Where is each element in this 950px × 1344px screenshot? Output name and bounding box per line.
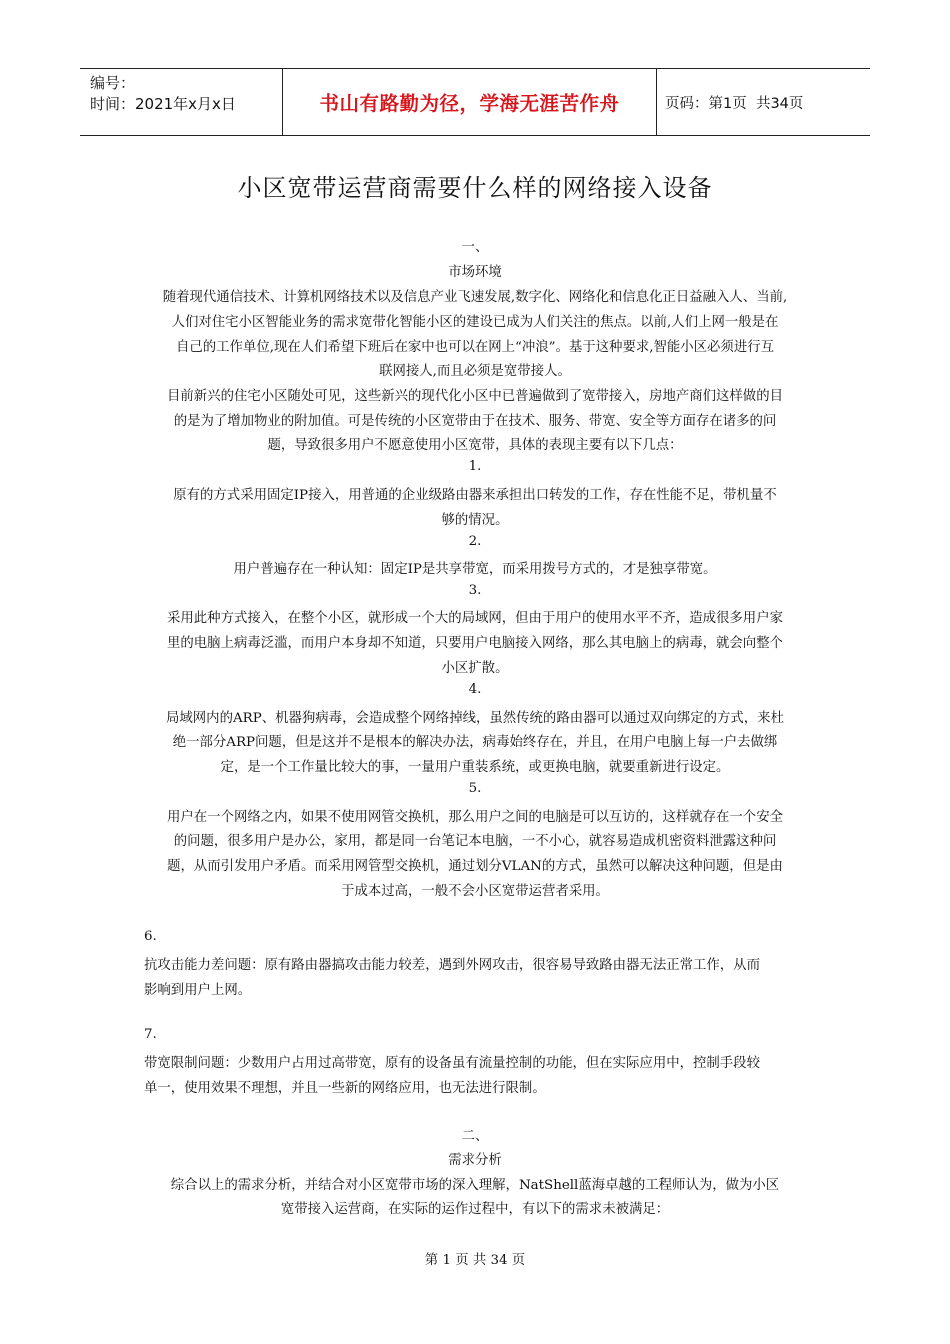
section-heading: 市场环境 [448,265,502,280]
paragraph-line: 宽带接入运营商，在实际的运作过程中，有以下的需求未被满足： [280,1202,670,1217]
paragraph-line: 够的情况。 [441,513,509,528]
header-info-cell [80,69,282,135]
header-page-label: 页码：第1页 共34页 [665,95,804,112]
paragraph-line: 局域网内的ARP、机器狗病毒，会造成整个网络掉线，虽然传统的路由器可以通过双向绑定的方式，来杜 [166,711,784,726]
list-number: 7. [144,1027,157,1042]
paragraph-line: 的是为了增加物业的附加值。可是传统的小区宽带由于在技术、服务、带宽、安全等方面存在诸多的问 [173,414,777,429]
paragraph-line: 绝一部分ARP问题，但是这并不是根本的解决办法，病毒始终存在，并且，在用户电脑上每一户去做绑 [172,735,778,750]
doc-date-label: 时间：2021年x月x日 [90,95,236,113]
list-number: 1. [468,459,482,474]
list-number: 3. [468,583,482,598]
paragraph-line: 用户在一个网络之内，如果不使用网管交换机，那么用户之间的电脑是可以互访的，这样就存在一个安全 [167,810,783,825]
paragraph-line: 定，是一个工作量比较大的事，一量用户重装系统，或更换电脑，就要重新进行设定。 [220,760,730,775]
paragraph-line: 用户普遍存在一种认知：固定IP是共享带宽，而采用拨号方式的，才是独享带宽。 [233,562,717,577]
paragraph-line: 小区扩散。 [441,661,509,676]
document-title: 小区宽带运营商需要什么样的网络接入设备 [237,174,713,202]
paragraph-line: 里的电脑上病毒泛滥，而用户本身却不知道，只要用户电脑接入网络，那么其电脑上的病毒，就会向整个 [167,636,783,651]
paragraph-line: 随着现代通信技术、计算机网络技术以及信息产业飞速发展,数字化、网络化和信息化正日益融入人、当前, [162,290,788,305]
list-number: 4. [468,682,482,697]
paragraph-line: 采用此种方式接入，在整个小区，就形成一个大的局域网，但由于用户的使用水平不齐，造成很多用户家 [167,611,783,626]
paragraph-line: 单一，使用效果不理想，并且一些新的网络应用，也无法进行限制。 [144,1081,546,1096]
paragraph-line: 目前新兴的住宅小区随处可见，这些新兴的现代化小区中已普遍做到了宽带接入，房地产商们这样做的目 [167,389,783,404]
section-number: 一、 [461,240,489,255]
paragraph-line: 原有的方式采用固定IP接入，用普通的企业级路由器来承担出口转发的工作，存在性能不足，带机量不 [173,488,777,503]
paragraph-line: 人们对住宅小区智能业务的需求宽带化智能小区的建设已成为人们关注的焦点。以前,人们上网一般是在 [171,315,779,330]
header-motto: 书山有路勤为径，学海无涯苦作舟 [319,92,620,115]
paragraph-line: 联网接人,而且必须是宽带接人。 [379,364,571,379]
paragraph-line: 抗攻击能力差问题：原有路由器搞攻击能力较差，遇到外网攻击，很容易导致路由器无法正常工作，从而 [144,958,760,973]
header-page-cell [657,69,870,135]
header-motto-cell [282,69,657,135]
paragraph-line: 影响到用户上网。 [144,983,252,998]
paragraph-line: 题，从而引发用户矛盾。而采用网管型交换机，通过划分VLAN的方式，虽然可以解决这种问题，但是由 [167,859,783,874]
paragraph-line: 的问题，很多用户是办公，家用，都是同一台笔记本电脑，一不小心，就容易造成机密资料泄露这种问 [173,834,777,849]
paragraph-line: 带宽限制问题：少数用户占用过高带宽，原有的设备虽有流量控制的功能，但在实际应用中，控制手段较 [144,1056,760,1071]
paragraph-line: 于成本过高，一般不会小区宽带运营者采用。 [341,884,609,899]
page-footer: 第 1 页 共 34 页 [424,1253,526,1268]
paragraph-line: 自己的工作单位,现在人们希望下班后在家中也可以在网上“冲浪”。基于这种要求,智能小区必须进行互 [176,340,774,355]
paragraph-line: 题，导致很多用户不愿意使用小区宽带，具体的表现主要有以下几点： [267,438,683,453]
paragraph-line: 综合以上的需求分析，并结合对小区宽带市场的深入理解，NatShell蓝海卓越的工程师认为，做为小区 [170,1178,780,1193]
section-number: 二、 [461,1129,489,1144]
list-number: 2. [468,534,482,549]
section-heading: 需求分析 [448,1153,502,1168]
list-number: 6. [144,929,157,944]
doc-number-label: 编号： [90,74,136,92]
list-number: 5. [468,781,482,796]
header-table [80,68,870,136]
